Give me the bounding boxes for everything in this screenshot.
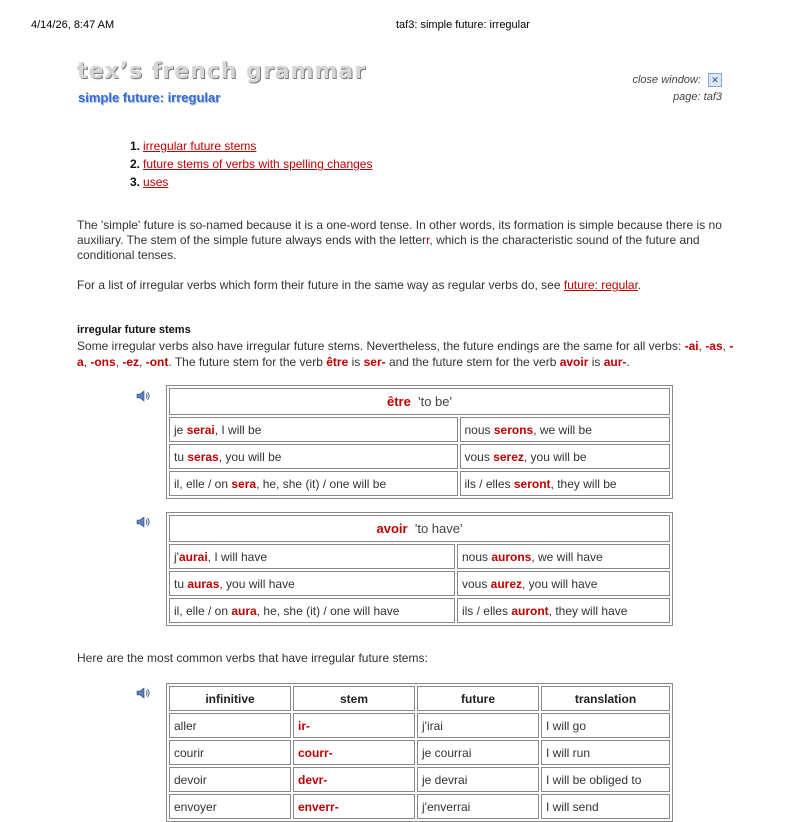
body-text: Some irregular verbs also have irregular future stems. Nevertheless, the future endings are the same for all verbs: xyxy=(77,339,685,353)
sep: , xyxy=(139,355,146,369)
toc-number: 2. xyxy=(130,157,141,171)
print-date: 4/14/26, 8:47 AM xyxy=(31,19,115,31)
speaker-icon[interactable] xyxy=(136,516,150,528)
intro-text: . xyxy=(637,278,642,292)
ending: -ai xyxy=(684,339,699,353)
table-cell: vous serez, you will be xyxy=(460,444,671,469)
table-cell: je courrai xyxy=(417,740,539,765)
section-irregular-stems xyxy=(77,322,737,370)
table-cell: courir xyxy=(169,740,291,765)
toc-link-uses[interactable]: uses xyxy=(143,175,169,189)
intro-text: , which is the characteristic sound of the future and conditional tenses. xyxy=(77,233,700,262)
window-controls xyxy=(632,72,722,106)
table-cell: devr- xyxy=(293,767,415,792)
table-cell: ir- xyxy=(293,713,415,738)
table-row xyxy=(169,571,670,596)
intro-paragraph-1 xyxy=(77,218,727,263)
table-cell: tu seras, you will be xyxy=(169,444,458,469)
table-header-row xyxy=(169,686,670,711)
table-cell: I will run xyxy=(541,740,670,765)
table-of-contents xyxy=(130,137,372,191)
column-header: stem xyxy=(293,686,415,711)
ending: -a xyxy=(77,339,734,369)
site-logo: tex’s french grammar xyxy=(77,59,367,84)
table-cell: I will send xyxy=(541,794,670,819)
table-row xyxy=(169,598,670,623)
section-body xyxy=(77,338,737,370)
avoir-conjugation-table xyxy=(166,512,673,626)
intro-text: For a list of irregular verbs which form their future in the same way as regular verbs do, see xyxy=(77,278,564,292)
column-header: infinitive xyxy=(169,686,291,711)
table-row xyxy=(169,444,670,469)
table-cell: I will go xyxy=(541,713,670,738)
table-cell: nous serons, we will be xyxy=(460,417,671,442)
table-row xyxy=(169,713,670,738)
sep: , xyxy=(83,355,91,369)
page-label: page: taf3 xyxy=(673,91,722,103)
verb-etre: être xyxy=(326,355,349,369)
stem-aur: aur- xyxy=(603,355,627,369)
table-row xyxy=(169,740,670,765)
table-cell: je serai, I will be xyxy=(169,417,458,442)
close-window-label: close window: xyxy=(632,74,701,86)
verb: avoir xyxy=(376,521,408,536)
letter-r: r xyxy=(426,233,430,247)
toc-item xyxy=(130,173,372,191)
table-cell: nous aurons, we will have xyxy=(457,544,670,569)
table-cell: I will be obliged to xyxy=(541,767,670,792)
page-subtitle: simple future: irregular xyxy=(78,90,221,105)
toc-item xyxy=(130,137,372,155)
table-cell: devoir xyxy=(169,767,291,792)
section-heading: irregular future stems xyxy=(77,324,191,336)
column-header: future xyxy=(417,686,539,711)
irregular-stems-table xyxy=(166,683,673,822)
ending: -ons xyxy=(90,355,116,369)
body-text: . xyxy=(626,355,630,369)
table-cell: envoyer xyxy=(169,794,291,819)
table-heading xyxy=(169,388,670,415)
table-cell: ils / elles seront, they will be xyxy=(460,471,671,496)
body-text: is xyxy=(348,355,364,369)
close-window-button[interactable] xyxy=(708,73,722,87)
meaning: 'to have' xyxy=(414,521,463,536)
table-cell: il, elle / on aura, he, she (it) / one will have xyxy=(169,598,455,623)
x-icon: ✕ xyxy=(711,75,719,86)
table-cell: enverr- xyxy=(293,794,415,819)
table-cell: j'aurai, I will have xyxy=(169,544,455,569)
table-cell: j'enverrai xyxy=(417,794,539,819)
print-title: taf3: simple future: irregular xyxy=(396,19,530,31)
speaker-icon[interactable] xyxy=(136,687,150,699)
table-row xyxy=(169,471,670,496)
table-heading xyxy=(169,515,670,542)
table-row xyxy=(169,544,670,569)
sep: , xyxy=(698,339,706,353)
ending: -as xyxy=(705,339,723,353)
ending: -ez xyxy=(122,355,140,369)
table-cell: vous aurez, you will have xyxy=(457,571,670,596)
toc-number: 1. xyxy=(130,139,141,153)
sep: , xyxy=(722,339,730,353)
body-text: . The future stem for the verb xyxy=(168,355,327,369)
sep: , xyxy=(115,355,123,369)
stem-ser: ser- xyxy=(363,355,386,369)
common-verbs-intro: Here are the most common verbs that have irregular future stems: xyxy=(77,651,428,665)
verb: être xyxy=(387,394,411,409)
intro-text: The 'simple' future is so-named because it is a one-word tense. In other words, its formation is simple because there is no auxiliary. The stem of the simple future always ends with the letter xyxy=(77,218,722,247)
toc-link-spelling-changes[interactable]: future stems of verbs with spelling changes xyxy=(143,157,373,171)
future-regular-link[interactable]: future: regular xyxy=(563,278,638,292)
verb-avoir: avoir xyxy=(559,355,589,369)
ending: -ont xyxy=(145,355,169,369)
toc-item xyxy=(130,155,372,173)
meaning: 'to be' xyxy=(418,394,452,409)
table-row xyxy=(169,794,670,819)
column-header: translation xyxy=(541,686,670,711)
table-cell: ils / elles auront, they will have xyxy=(457,598,670,623)
intro-paragraph-2 xyxy=(77,278,727,293)
table-cell: je devrai xyxy=(417,767,539,792)
toc-link-irregular-stems[interactable]: irregular future stems xyxy=(143,139,257,153)
table-row xyxy=(169,417,670,442)
toc-number: 3. xyxy=(130,175,141,189)
table-row xyxy=(169,767,670,792)
speaker-icon[interactable] xyxy=(136,390,150,402)
body-text: is xyxy=(588,355,604,369)
table-cell: il, elle / on sera, he, she (it) / one will be xyxy=(169,471,458,496)
table-cell: tu auras, you will have xyxy=(169,571,455,596)
body-text: and the future stem for the verb xyxy=(385,355,560,369)
table-cell: j'irai xyxy=(417,713,539,738)
etre-conjugation-table xyxy=(166,385,673,499)
table-cell: aller xyxy=(169,713,291,738)
table-cell: courr- xyxy=(293,740,415,765)
